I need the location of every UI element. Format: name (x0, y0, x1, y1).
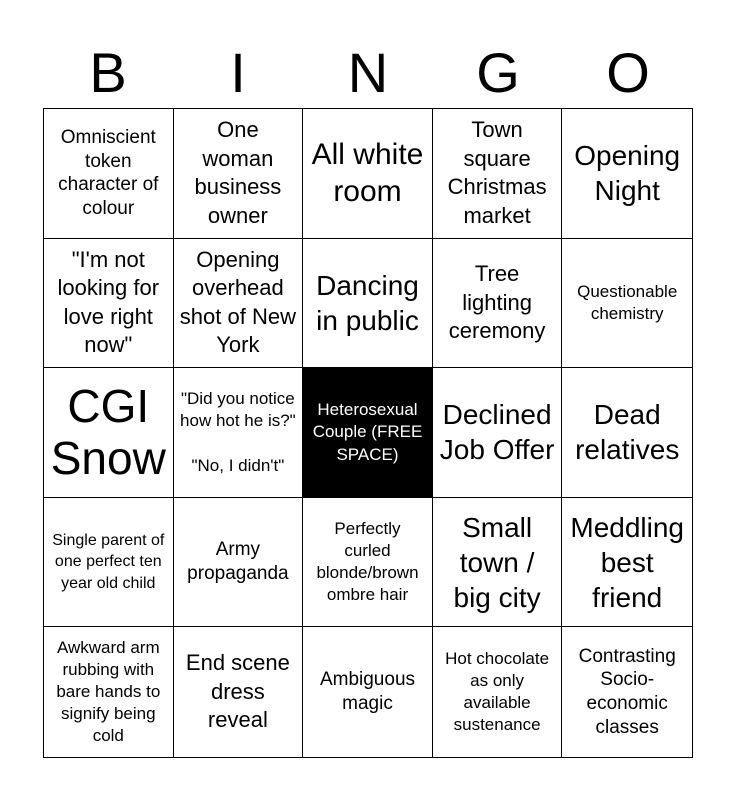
header-letter-n: N (347, 41, 389, 104)
bingo-cell-r3c1[interactable]: CGI Snow (44, 368, 174, 498)
bingo-cell-r5c4[interactable]: Hot chocolate as only available sustenance (433, 627, 563, 757)
bingo-cell-r4c5[interactable]: Meddling best friend (562, 498, 692, 628)
bingo-cell-r2c4[interactable]: Tree lighting ceremony (433, 239, 563, 369)
bingo-cell-r2c1[interactable]: "I'm not looking for love right now" (44, 239, 174, 369)
bingo-cell-r1c5[interactable]: Opening Night (562, 109, 692, 239)
bingo-cell-r5c1[interactable]: Awkward arm rubbing with bare hands to signify being cold (44, 627, 174, 757)
bingo-cell-r3c2[interactable]: "Did you notice how hot he is?" "No, I didn't" (174, 368, 304, 498)
free-space-cell[interactable]: Heterosexual Couple (FREE SPACE) (303, 368, 433, 498)
bingo-cell-r5c5[interactable]: Contrasting Socio-economic classes (578, 645, 676, 738)
header-letter-i: I (230, 41, 246, 104)
bingo-cell-r5c3[interactable]: Ambiguous magic (303, 627, 433, 757)
bingo-cell-r1c4[interactable]: Town square Christmas market (433, 109, 563, 239)
bingo-cell-r1c1[interactable]: Omniscient token character of colour (44, 109, 174, 239)
header-letter-g: G (476, 41, 520, 104)
bingo-header (43, 40, 693, 106)
bingo-cell-r3c5[interactable]: Dead relatives (562, 368, 692, 498)
bingo-cell-r4c2[interactable]: Army propaganda (174, 498, 304, 628)
bingo-cell-r4c4[interactable]: Small town / big city (433, 498, 563, 628)
bingo-cell-r1c2[interactable]: One woman business owner (174, 109, 304, 239)
bingo-board (43, 108, 693, 758)
header-letter-b: B (89, 41, 127, 104)
bingo-cell-r3c4[interactable]: Declined Job Offer (433, 368, 563, 498)
bingo-cell-r2c5[interactable]: Questionable chemistry (562, 239, 692, 369)
bingo-cell-r4c3[interactable]: Perfectly curled blonde/brown ombre hair (303, 498, 433, 628)
bingo-cell-r5c2[interactable]: End scene dress reveal (174, 627, 304, 757)
bingo-cell-r2c2[interactable]: Opening overhead shot of New York (174, 239, 304, 369)
bingo-cell-r1c3[interactable]: All white room (303, 109, 433, 239)
bingo-cell-r4c1[interactable]: Single parent of one perfect ten year old child (44, 498, 174, 628)
bingo-cell-r2c3[interactable]: Dancing in public (303, 239, 433, 369)
header-letter-o: O (606, 41, 650, 104)
